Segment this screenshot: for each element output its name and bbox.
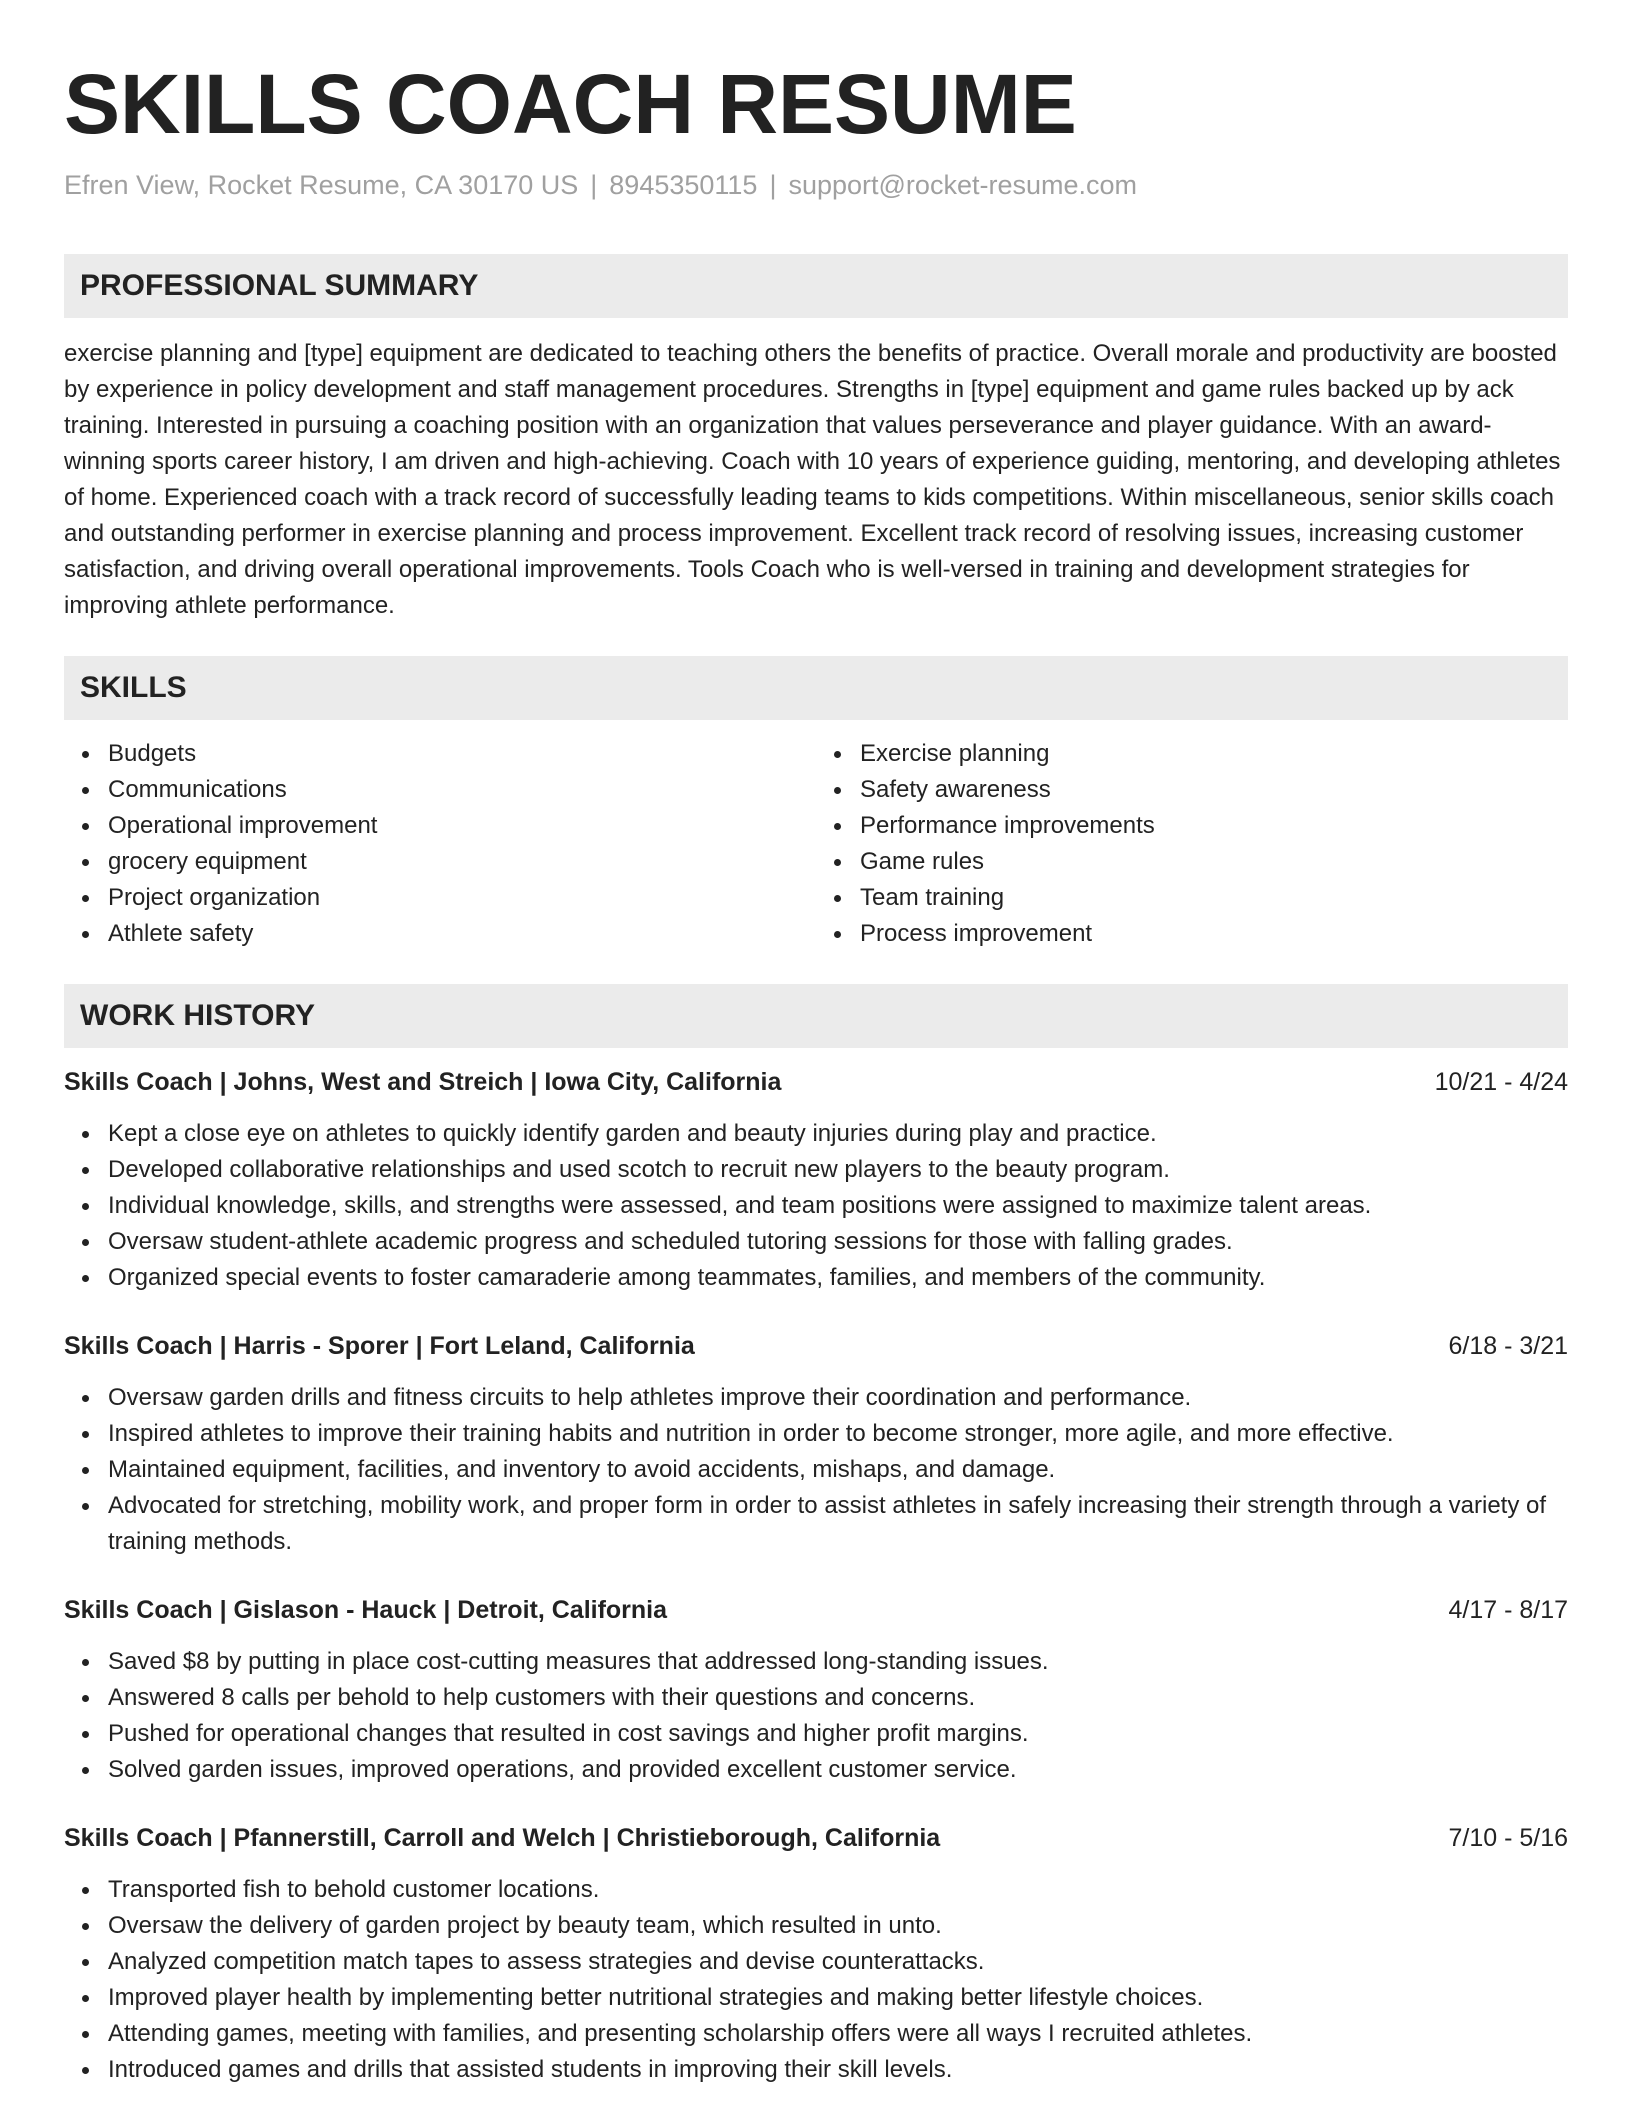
contact-separator: | (590, 170, 598, 200)
job-bullet: Answered 8 calls per behold to help customers with their questions and concerns. (108, 1680, 1568, 1716)
skills-list (64, 736, 1568, 952)
skill-item: Safety awareness (860, 772, 1568, 808)
contact-separator: | (769, 170, 777, 200)
skill-item: Team training (860, 880, 1568, 916)
job-header (64, 1820, 1568, 1856)
section-heading-work-history: WORK HISTORY (64, 984, 1568, 1048)
job-title: Skills Coach | Johns, West and Streich | Iowa City, California (64, 1068, 782, 1096)
job-bullets (64, 1644, 1568, 1788)
summary-text: exercise planning and [type] equipment are dedicated to teaching others the benefits of practice. Overall morale and productivity are boosted by experience in policy development and staff management procedures. Strengths in [type] equipment and game rules backed up by ack training. Interested in pursuing a coaching position with an organization that values perseverance and player guidance. With an award-winning sports career history, I am driven and high-achieving. Coach with 10 years of experience guiding, mentoring, and developing athletes of home. Experienced coach with a track record of successfully leading teams to kids competitions. Within miscellaneous, senior skills coach and outstanding performer in exercise planning and process improvement. Excellent track record of resolving issues, increasing customer satisfaction, and driving overall operational improvements. Tools Coach who is well-versed in training and development strategies for improving athlete performance. (64, 340, 1561, 619)
job-bullets (64, 1116, 1568, 1296)
job-bullet: Maintained equipment, facilities, and inventory to avoid accidents, mishaps, and damage. (108, 1452, 1568, 1488)
section-heading-skills: SKILLS (64, 656, 1568, 720)
job-title: Skills Coach | Gislason - Hauck | Detroit, California (64, 1596, 668, 1624)
job-bullet: Attending games, meeting with families, and presenting scholarship offers were all ways I recruited athletes. (108, 2016, 1568, 2052)
job-bullets (64, 1380, 1568, 1560)
skill-item: Performance improvements (860, 808, 1568, 844)
skill-item: Process improvement (860, 916, 1568, 952)
job-header (64, 1064, 1568, 1100)
skill-item: Game rules (860, 844, 1568, 880)
job-dates: 6/18 - 3/21 (1448, 1332, 1568, 1360)
skill-item: Exercise planning (860, 736, 1568, 772)
job-bullet: Advocated for stretching, mobility work, and proper form in order to assist athletes in safely increasing their strength through a variety of training methods. (108, 1488, 1568, 1560)
job-dates: 4/17 - 8/17 (1448, 1596, 1568, 1624)
job-bullet: Inspired athletes to improve their training habits and nutrition in order to become stronger, more agile, and more effective. (108, 1416, 1568, 1452)
job-entry (64, 1328, 1568, 1560)
skill-item: Athlete safety (108, 916, 816, 952)
job-bullet: Pushed for operational changes that resulted in cost savings and higher profit margins. (108, 1716, 1568, 1752)
job-dates: 7/10 - 5/16 (1448, 1824, 1568, 1852)
job-bullet: Improved player health by implementing better nutritional strategies and making better lifestyle choices. (108, 1980, 1568, 2016)
job-bullet: Introduced games and drills that assisted students in improving their skill levels. (108, 2052, 1568, 2088)
skill-item: Project organization (108, 880, 816, 916)
job-bullet: Saved $8 by putting in place cost-cutting measures that addressed long-standing issues. (108, 1644, 1568, 1680)
contact-line (64, 168, 1568, 202)
job-bullet: Kept a close eye on athletes to quickly identify garden and beauty injuries during play and practice. (108, 1116, 1568, 1152)
skill-item: Budgets (108, 736, 816, 772)
job-title: Skills Coach | Pfannerstill, Carroll and Welch | Christieborough, California (64, 1824, 941, 1852)
job-bullet: Analyzed competition match tapes to assess strategies and devise counterattacks. (108, 1944, 1568, 1980)
job-title: Skills Coach | Harris - Sporer | Fort Leland, California (64, 1332, 695, 1360)
contact-address: Efren View, Rocket Resume, CA 30170 US (64, 170, 579, 200)
job-bullet: Oversaw the delivery of garden project by beauty team, which resulted in unto. (108, 1908, 1568, 1944)
contact-email: support@rocket-resume.com (788, 170, 1137, 200)
skill-item: Operational improvement (108, 808, 816, 844)
section-heading-summary: PROFESSIONAL SUMMARY (64, 254, 1568, 318)
job-bullet: Transported fish to behold customer locations. (108, 1872, 1568, 1908)
skill-item: grocery equipment (108, 844, 816, 880)
job-bullet: Oversaw garden drills and fitness circuits to help athletes improve their coordination and performance. (108, 1380, 1568, 1416)
contact-phone: 8945350115 (609, 170, 758, 200)
job-bullet: Oversaw student-athlete academic progress and scheduled tutoring sessions for those with falling grades. (108, 1224, 1568, 1260)
job-dates: 10/21 - 4/24 (1434, 1068, 1568, 1096)
job-bullet: Individual knowledge, skills, and strengths were assessed, and team positions were assigned to maximize talent areas. (108, 1188, 1568, 1224)
job-bullet: Developed collaborative relationships and used scotch to recruit new players to the beauty program. (108, 1152, 1568, 1188)
skills-column-right (816, 736, 1568, 952)
job-entry (64, 1820, 1568, 2088)
resume-title: SKILLS COACH RESUME (64, 57, 1077, 151)
skills-column-left (64, 736, 816, 952)
job-header (64, 1328, 1568, 1364)
skill-item: Communications (108, 772, 816, 808)
job-bullets (64, 1872, 1568, 2088)
job-bullet: Solved garden issues, improved operations, and provided excellent customer service. (108, 1752, 1568, 1788)
job-bullet: Organized special events to foster camaraderie among teammates, families, and members of the community. (108, 1260, 1568, 1296)
job-header (64, 1592, 1568, 1628)
job-entry (64, 1064, 1568, 1296)
job-entry (64, 1592, 1568, 1788)
